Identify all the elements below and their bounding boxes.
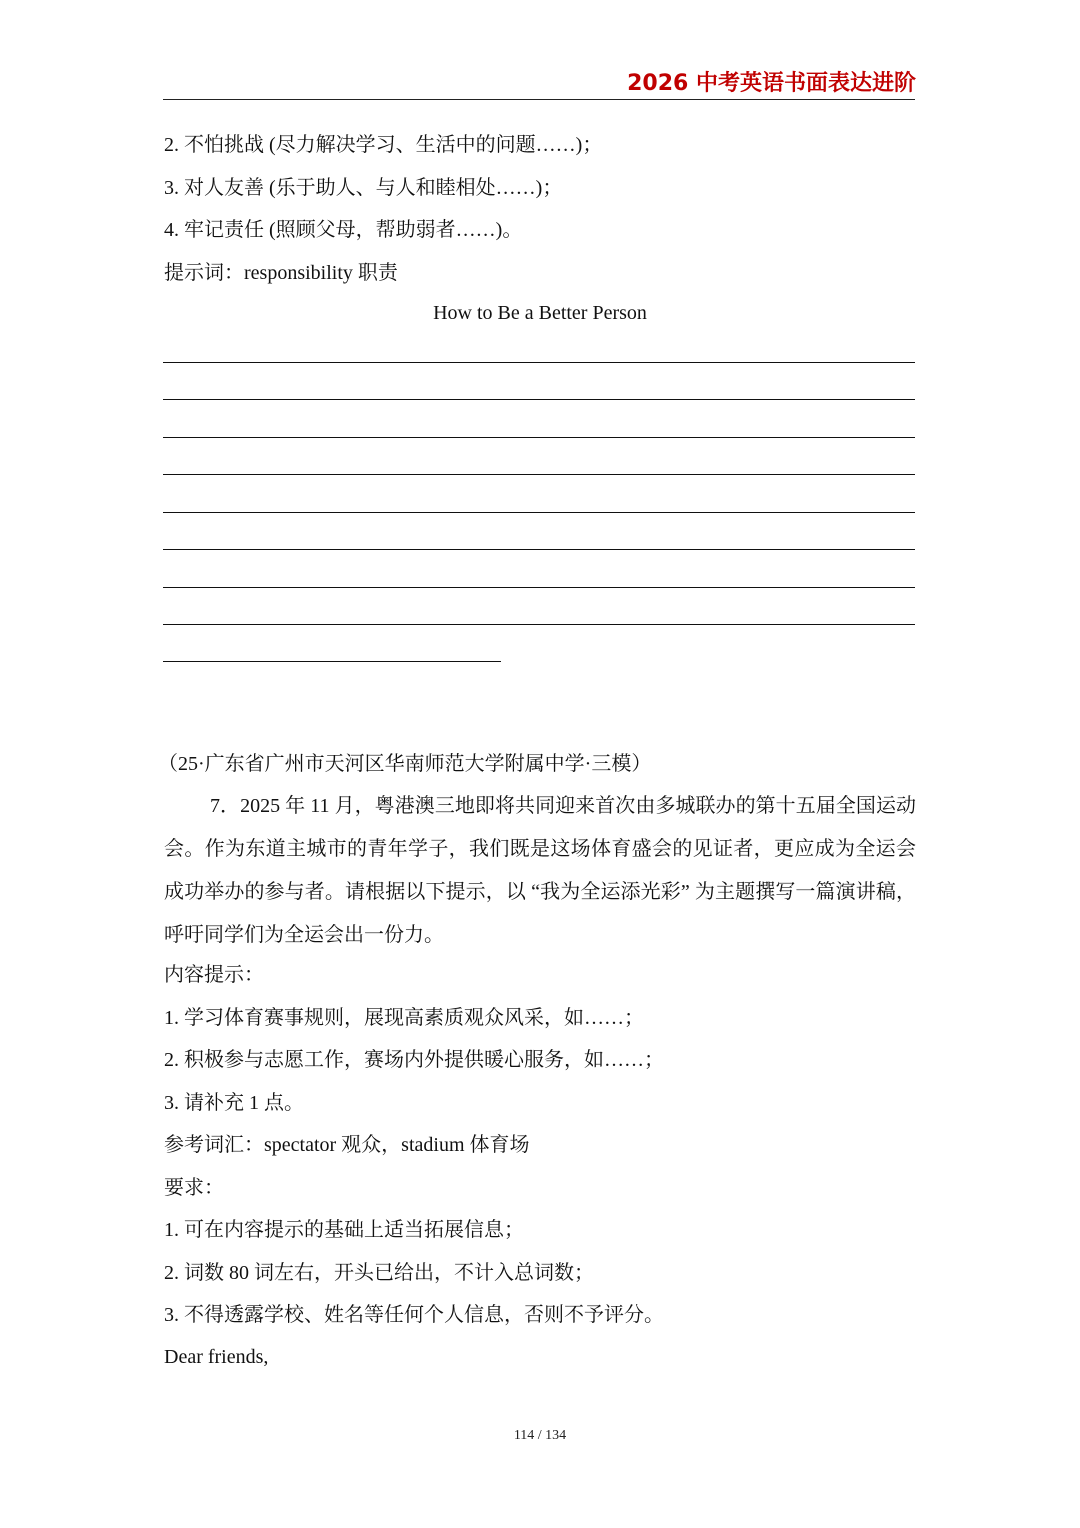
content-hint-label: 内容提示： [164,964,264,986]
content-point-4: 4. 牢记责任 (照顾父母，帮助弱者……)。 [164,219,523,241]
answer-line [163,587,915,588]
content-hint-2: 2. 积极参与志愿工作，赛场内外提供暖心服务，如……； [164,1049,664,1071]
question-prompt: 7．2025 年 11 月，粤港澳三地即将共同迎来首次由多城联办的第十五届全国运动会。作为东道主城市的青年学子，我们既是这场体育盛会的见证者，更应成为全运会成功举办的参与者。请根据以下提示，以 “我为全运添光彩” 为主题撰写一篇演讲稿，呼吁同学们为全运会出一份力。 [164,795,916,946]
requirements-label: 要求： [164,1177,224,1199]
document-header-title: 2026 中考英语书面表达进阶 [627,71,916,96]
content-point-3: 3. 对人友善 (乐于助人、与人和睦相处……)； [164,177,563,199]
letter-opening: Dear friends, [164,1346,269,1368]
answer-line [163,549,915,550]
content-hint-1: 1. 学习体育赛事规则，展现高素质观众风采，如……； [164,1007,644,1029]
question-source: （25·广东省广州市天河区华南师范大学附属中学·三模） [158,753,652,775]
requirement-1: 1. 可在内容提示的基础上适当拓展信息； [164,1219,524,1241]
reference-vocabulary: 参考词汇：spectator 观众，stadium 体育场 [164,1134,530,1156]
header-divider [163,99,915,100]
answer-line [163,512,915,513]
essay-title: How to Be a Better Person [433,302,647,324]
page-number: 114 / 134 [513,1428,567,1443]
requirement-3: 3. 不得透露学校、姓名等任何个人信息，否则不予评分。 [164,1304,664,1326]
answer-line [163,362,915,363]
answer-line [163,474,915,475]
answer-line [163,437,915,438]
answer-line [163,399,915,400]
content-hint-3: 3. 请补充 1 点。 [164,1092,304,1114]
content-point-2: 2. 不怕挑战 (尽力解决学习、生活中的问题……)； [164,134,603,156]
requirement-2: 2. 词数 80 词左右，开头已给出，不计入总词数； [164,1262,594,1284]
answer-line [163,624,915,625]
hint-vocabulary: 提示词：responsibility 职责 [164,262,398,284]
answer-line-short [163,661,501,662]
